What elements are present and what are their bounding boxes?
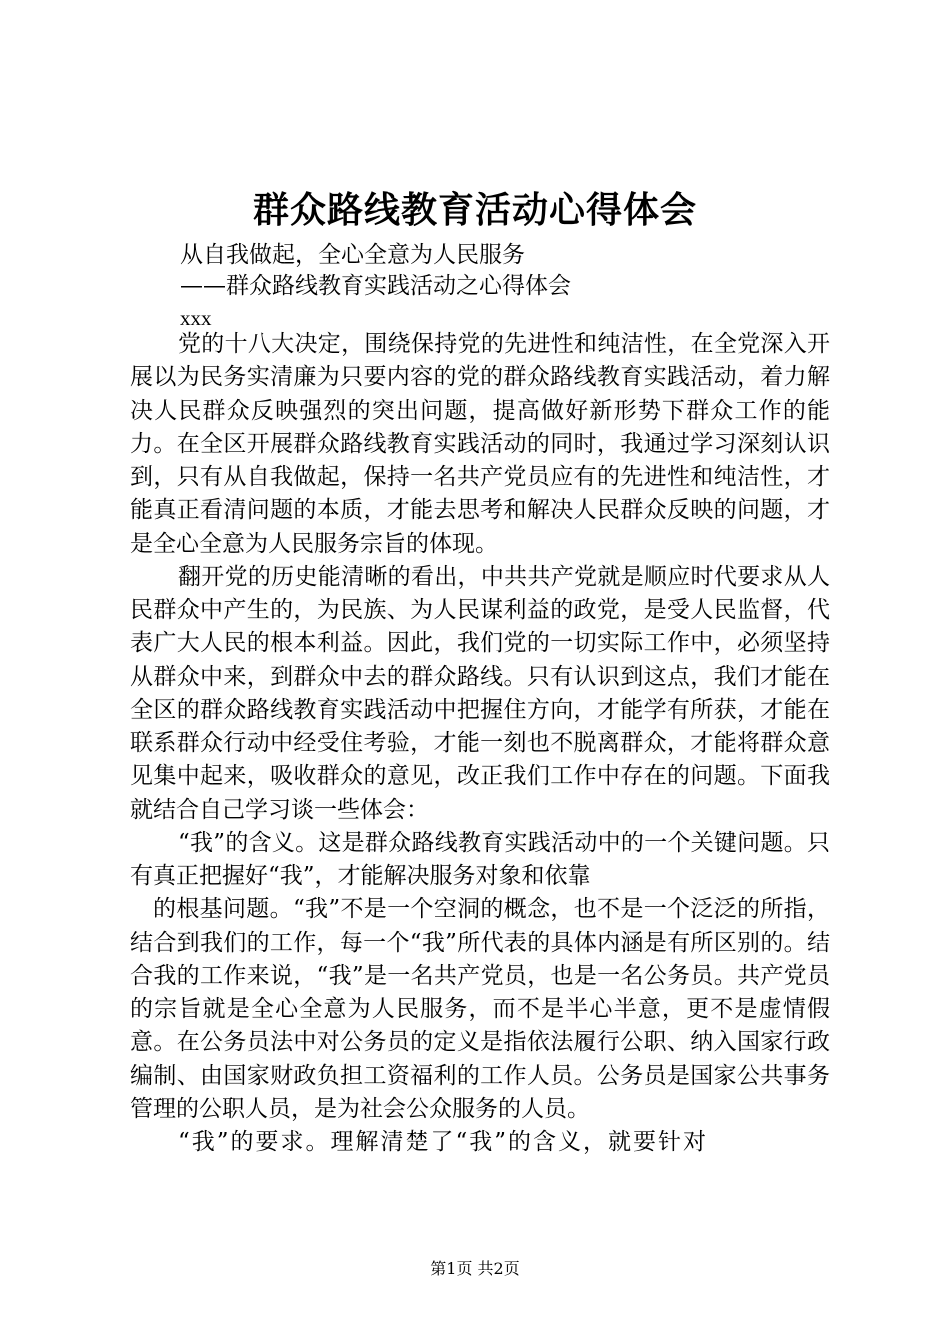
paragraph: 翻开党的历史能清晰的看出，中共共产党就是顺应时代要求从人民群众中产生的，为民族、为人民谋利益的政党，是受人民监督，代表广大人民的根本利益。因此，我们党的一切实际工作中，必须坚持从群众中来，到群众中去的群众路线。只有认识到这点，我们才能在全区的群众路线教育实践活动中把握住方向，才能学有所获，才能在联系群众行动中经受住考验，才能一刻也不脱离群众，才能将群众意见集中起来，吸收群众的意见，改正我们工作中存在的问题。下面我就结合自己学习谈一些体会： bbox=[130, 563, 830, 823]
author-name: xxx bbox=[180, 306, 212, 330]
subtitle-line-1: 从自我做起，全心全意为人民服务 bbox=[180, 242, 525, 268]
paragraph: 党的十八大决定，围绕保持党的先进性和纯洁性，在全党深入开展以为民务实清廉为只要内容的党的群众路线教育实践活动，着力解决人民群众反映强烈的突出问题，提高做好新形势下群众工作的能力。在全区开展群众路线教育实践活动的同时，我通过学习深刻认识到，只有从自我做起，保持一名共产党员应有的先进性和纯洁性，才能真正看清问题的本质，才能去思考和解决人民群众反映的问题，才是全心全意为人民服务宗旨的体现。 bbox=[130, 331, 830, 557]
paragraph: 的根基问题。“我”不是一个空洞的概念，也不是一个泛泛的所指，结合到我们的工作，每一个“我”所代表的具体内涵是有所区别的。结合我的工作来说，“我”是一名共产党员，也是一名公务员。共产党员的宗旨就是全心全意为人民服务，而不是半心半意，更不是虚情假意。在公务员法中对公务员的定义是指依法履行公职、纳入国家行政编制、由国家财政负担工资福利的工作人员。公务员是国家公共事务管理的公职人员，是为社会公众服务的人员。 bbox=[130, 896, 830, 1122]
subtitle-line-2: ——群众路线教育实践活动之心得体会 bbox=[180, 273, 571, 299]
paragraph: “我”的要求。理解清楚了“我”的含义，就要针对 bbox=[178, 1129, 709, 1155]
page-footer: 第1页 共2页 bbox=[430, 1259, 520, 1278]
document-body bbox=[130, 328, 830, 1159]
paragraph: “我”的含义。这是群众路线教育实践活动中的一个关键问题。只有真正把握好“我”，才能解决服务对象和依靠 bbox=[130, 829, 830, 889]
document-title: 群众路线教育活动心得体会 bbox=[252, 189, 697, 231]
